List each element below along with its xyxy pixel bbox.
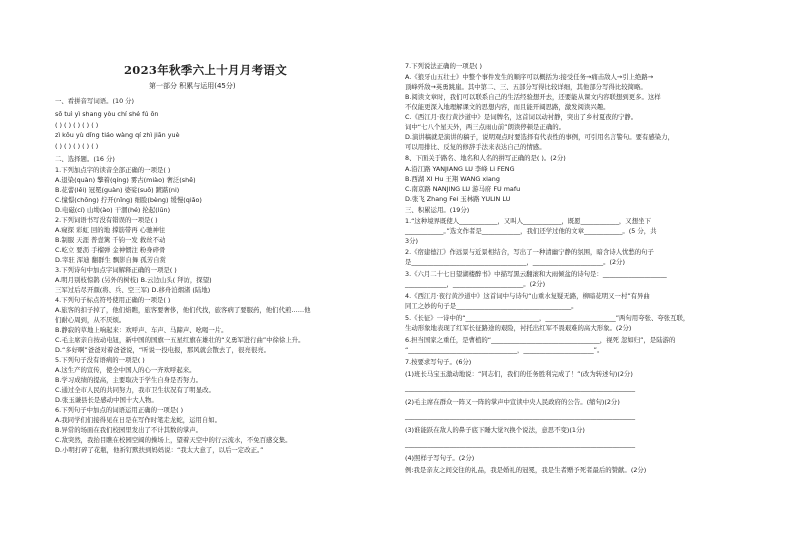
right-line: D.张飞 Zhang Fei 玉林路 YULIN LU: [405, 195, 511, 203]
left-line: 5.下列句子没有语病的一项是( ): [55, 356, 145, 364]
right-line: 7.按要求写句子。(6分): [405, 358, 472, 366]
right-line: “__________________________________，______________________”。: [405, 346, 604, 354]
right-line: B.阅读文章时，我们可以联系自己的生活经验想开去，还要能从课文内容联想到更多。这样: [405, 93, 661, 101]
right-line: 3分): [405, 237, 418, 245]
left-line: ( ) ( ) ( ) ( ) ( ): [55, 142, 99, 150]
left-line: A.退染(quàn) 擎着(qíng) 雾古(miào) 奢泛(shē): [55, 176, 196, 184]
right-line: (3)谁能跃在敌人的鼻子底下睡大觉?(换个说法，意思不变)(1分): [405, 426, 585, 434]
left-line: A.这生产的宣传，使全中国人的心一齐欢呼起来。: [55, 366, 196, 374]
right-line: 5.《长征》一诗中的“_______________________，______________________”两句用夸张、夸张互联，: [405, 314, 690, 322]
right-line: 8、下面关于路名、地名和人名的拼写正确的是( )。(2分): [405, 154, 566, 162]
left-line: D.电磁(cí) 山坳(ào) 干涸(hé) 抡起(lūn): [55, 206, 171, 214]
left-line: 1.下列加点字的读音全部正确的一项是( ): [55, 166, 171, 174]
right-line: C.《西江月·夜行黄沙道中》是词牌名，这首词以动衬静，突出了乡村夏夜的宁静。: [405, 113, 638, 121]
right-line: ________________________________________________________________________: [405, 440, 636, 448]
right-line: _____________，______________________。(2分): [405, 280, 546, 288]
right-line: ________________________________________________________________________: [405, 412, 636, 420]
right-line: (4)照样子写句子。(2分): [405, 454, 475, 462]
right-line: 生动形象地表现了红军长征路途的艰险，衬托出红军不畏艰难的高大形象。(2分): [405, 324, 632, 332]
right-line: 2.《宿建德江》作远景与近景相结合，写出了一种清幽宁静的氛围，暗含诗人忧愁的句子: [405, 248, 654, 256]
right-line: 例:我是亲友之间交往的礼品，我是婚礼的冠冕，我是生者赠予死者最后的赞献。(2分): [405, 466, 647, 474]
right-line: ________________________________________________________________________: [405, 384, 636, 392]
left-line: A.窥探 彩虹 回的地 撑筋带再 心驰神往: [55, 226, 166, 234]
right-line: 是____________________________________，______________________。(2分): [405, 258, 625, 266]
right-line: 同工之妙的句子是____________________________________。: [405, 302, 578, 310]
left-line: 们耐心周到，从不厌烦。: [55, 316, 126, 324]
left-line: 一、看拼音写词语。(10 分): [55, 97, 135, 105]
left-line: D.宰驻 浑迪 翻群生 飘影自舞 孤芳自赏: [55, 256, 166, 264]
right-line: 6.担当国家之重任，是曹植的“__________________________________，视死 忽如归”，是陆游的: [405, 336, 676, 344]
left-line: D.小明打碎了花瓶，他祈钉默扶到妈妈说：“我太大意了，以后一定改正。”: [55, 446, 264, 454]
right-line: 可以用排比、反复的修辞手法来表达自己的情感。: [405, 143, 546, 151]
left-line: 2.下列词语书写没有错误的一项是( ): [55, 216, 158, 224]
right-line: (2)毛主席在群众一阵又一阵的掌声中宣读中央人民政府的公告。(缩句)(2分): [405, 398, 620, 406]
left-line: 4.下列句子标点符号使用正确的一项是( ): [55, 296, 171, 304]
exam-title: 2023年秋季六上十月月考语文: [124, 63, 288, 77]
left-line: B.制服 天涯 普壹篱 千钧一发 救丝不动: [55, 236, 166, 244]
right-line: A.《狼牙山五壮士》中整个事件发生的顺序可以概括为:接受任务→痛击敌人→引上绝路→: [405, 73, 654, 81]
right-line: 3.《六月二十七日望湖楼醉书》中描写黑云翻滚和大雨倾盆的诗句是：____________________: [405, 270, 667, 278]
left-line: 3.下列诗句中加点字词解释正确的一项是( ): [55, 266, 177, 274]
right-line: D.演讲稿就是演讲的稿子，说明观点时要选择有代表性的事例，可引用名言警句。要有感染力，: [405, 133, 674, 141]
left-line: C.憧憬(chōng) 拧开(nǐng) 细脸(bèng) 缓慢(qiǎo): [55, 196, 202, 204]
right-line: 1.“这种境界既使人____________，又叫人____________，既愿____________，又想坐下: [405, 217, 651, 225]
left-line: B.学习成绩的提高，主要取决于学生自身是否努力。: [55, 376, 203, 384]
left-line: A.旅客的扣子掉了，他们焰瞧，旅客要奢侈，他们代找，旅客病了要服药，他们代煎……他: [55, 306, 311, 314]
left-line: A.明月别枝惊鹊 (另外的树枝) B.云边山头( 拜访，探望): [55, 276, 212, 284]
right-line: 词中“七八个星天外，两三点雨山前”朗读停顿是正确的。: [405, 123, 565, 131]
left-line: ( ) ( ) ( ) ( ) ( ): [55, 121, 99, 129]
left-line: B.静寂的草地上响起来：欢呼声、车声、马蹄声、吆喝一片。: [55, 326, 228, 334]
right-line: ____________。”选文作者是____________，我们还学过他的文章____________。(5 分，共: [405, 227, 657, 235]
left-line: C.通过全市人民的共同努力，我市卫生状况有了明显改。: [55, 386, 215, 394]
right-line: 7.下列说法正确的一项是( ): [405, 62, 483, 70]
left-line: 三军过后尽开颜(将、兵、空三军) D.移舟泊烟渚 (陆地): [55, 286, 211, 294]
right-line: A.沿江路 YANJIANG LU 李峰 Li FENG: [405, 165, 515, 173]
left-line: A.我同学们们接得见在日是在写作时笔走龙蛇，运用自如。: [55, 416, 222, 424]
left-line: C.敌突然，我抬目瞧在校园空阔的操场上，望着天空中的行云流水，不免百感交集。: [55, 436, 292, 444]
right-line: 顶峰歼敌→英勇跳崖。其中第二、三、五部分写得比较详细，其他部分写得比较简略。: [405, 83, 647, 91]
left-line: sō tuì yì shang yòu chí shé fú ōn: [55, 110, 159, 118]
left-line: 6.下列句子中加点的词语运用正确的一项是( ): [55, 406, 184, 414]
left-line: D.张玉谦县长是感动中国十大人物。: [55, 396, 158, 404]
right-line: (1)班长马宝玉激动地说：“同志们，我们的任务胜利完成了！”(改为转述句)(2分): [405, 370, 633, 378]
right-line: 三、积累运用。(19分): [405, 206, 470, 214]
left-line: D.“多好啊”爸爸对着爸爸说，“听说一投电报，那风就会散去了，很亮很亮。: [55, 346, 270, 354]
left-line: 二、选择题。(16 分): [55, 155, 115, 163]
left-line: zì kǒu yù dǐng tiáo wàng qí zhì jiān yuè: [55, 131, 180, 139]
right-line: B.西湖 XI Hu 王翔 WANG xiang: [405, 175, 500, 183]
left-line: C.毛主席亲自按动电钮，新中国的国旗一五星红旗在雄壮的“义勇军进行曲”中徐徐上升。: [55, 336, 305, 344]
section-subtitle: 第一部分 积累与运用(45分): [149, 82, 236, 90]
right-line: C.南京路 NANJING LU 游马府 FU mafu: [405, 185, 521, 193]
left-line: B.异常的场面在我们校园里发出了不计其数的掌声。: [55, 426, 203, 434]
left-line: C.屹立 要沥 手榴弹 金神惯注 粉身碎骨: [55, 246, 166, 254]
right-line: 不仅能更深入地理解课文的思想内容，而且能开阔思路，激发阅读兴趣。: [405, 103, 610, 111]
right-line: 4.《西江月·夜行黄沙道中》这首词中与诗句“山重水复疑无路，柳暗花明又一村”有异曲: [405, 292, 650, 300]
left-line: B.花蕾(lěi) 冠冕(guàn) 婆娑(suō) 踱踮(ni): [55, 186, 180, 194]
